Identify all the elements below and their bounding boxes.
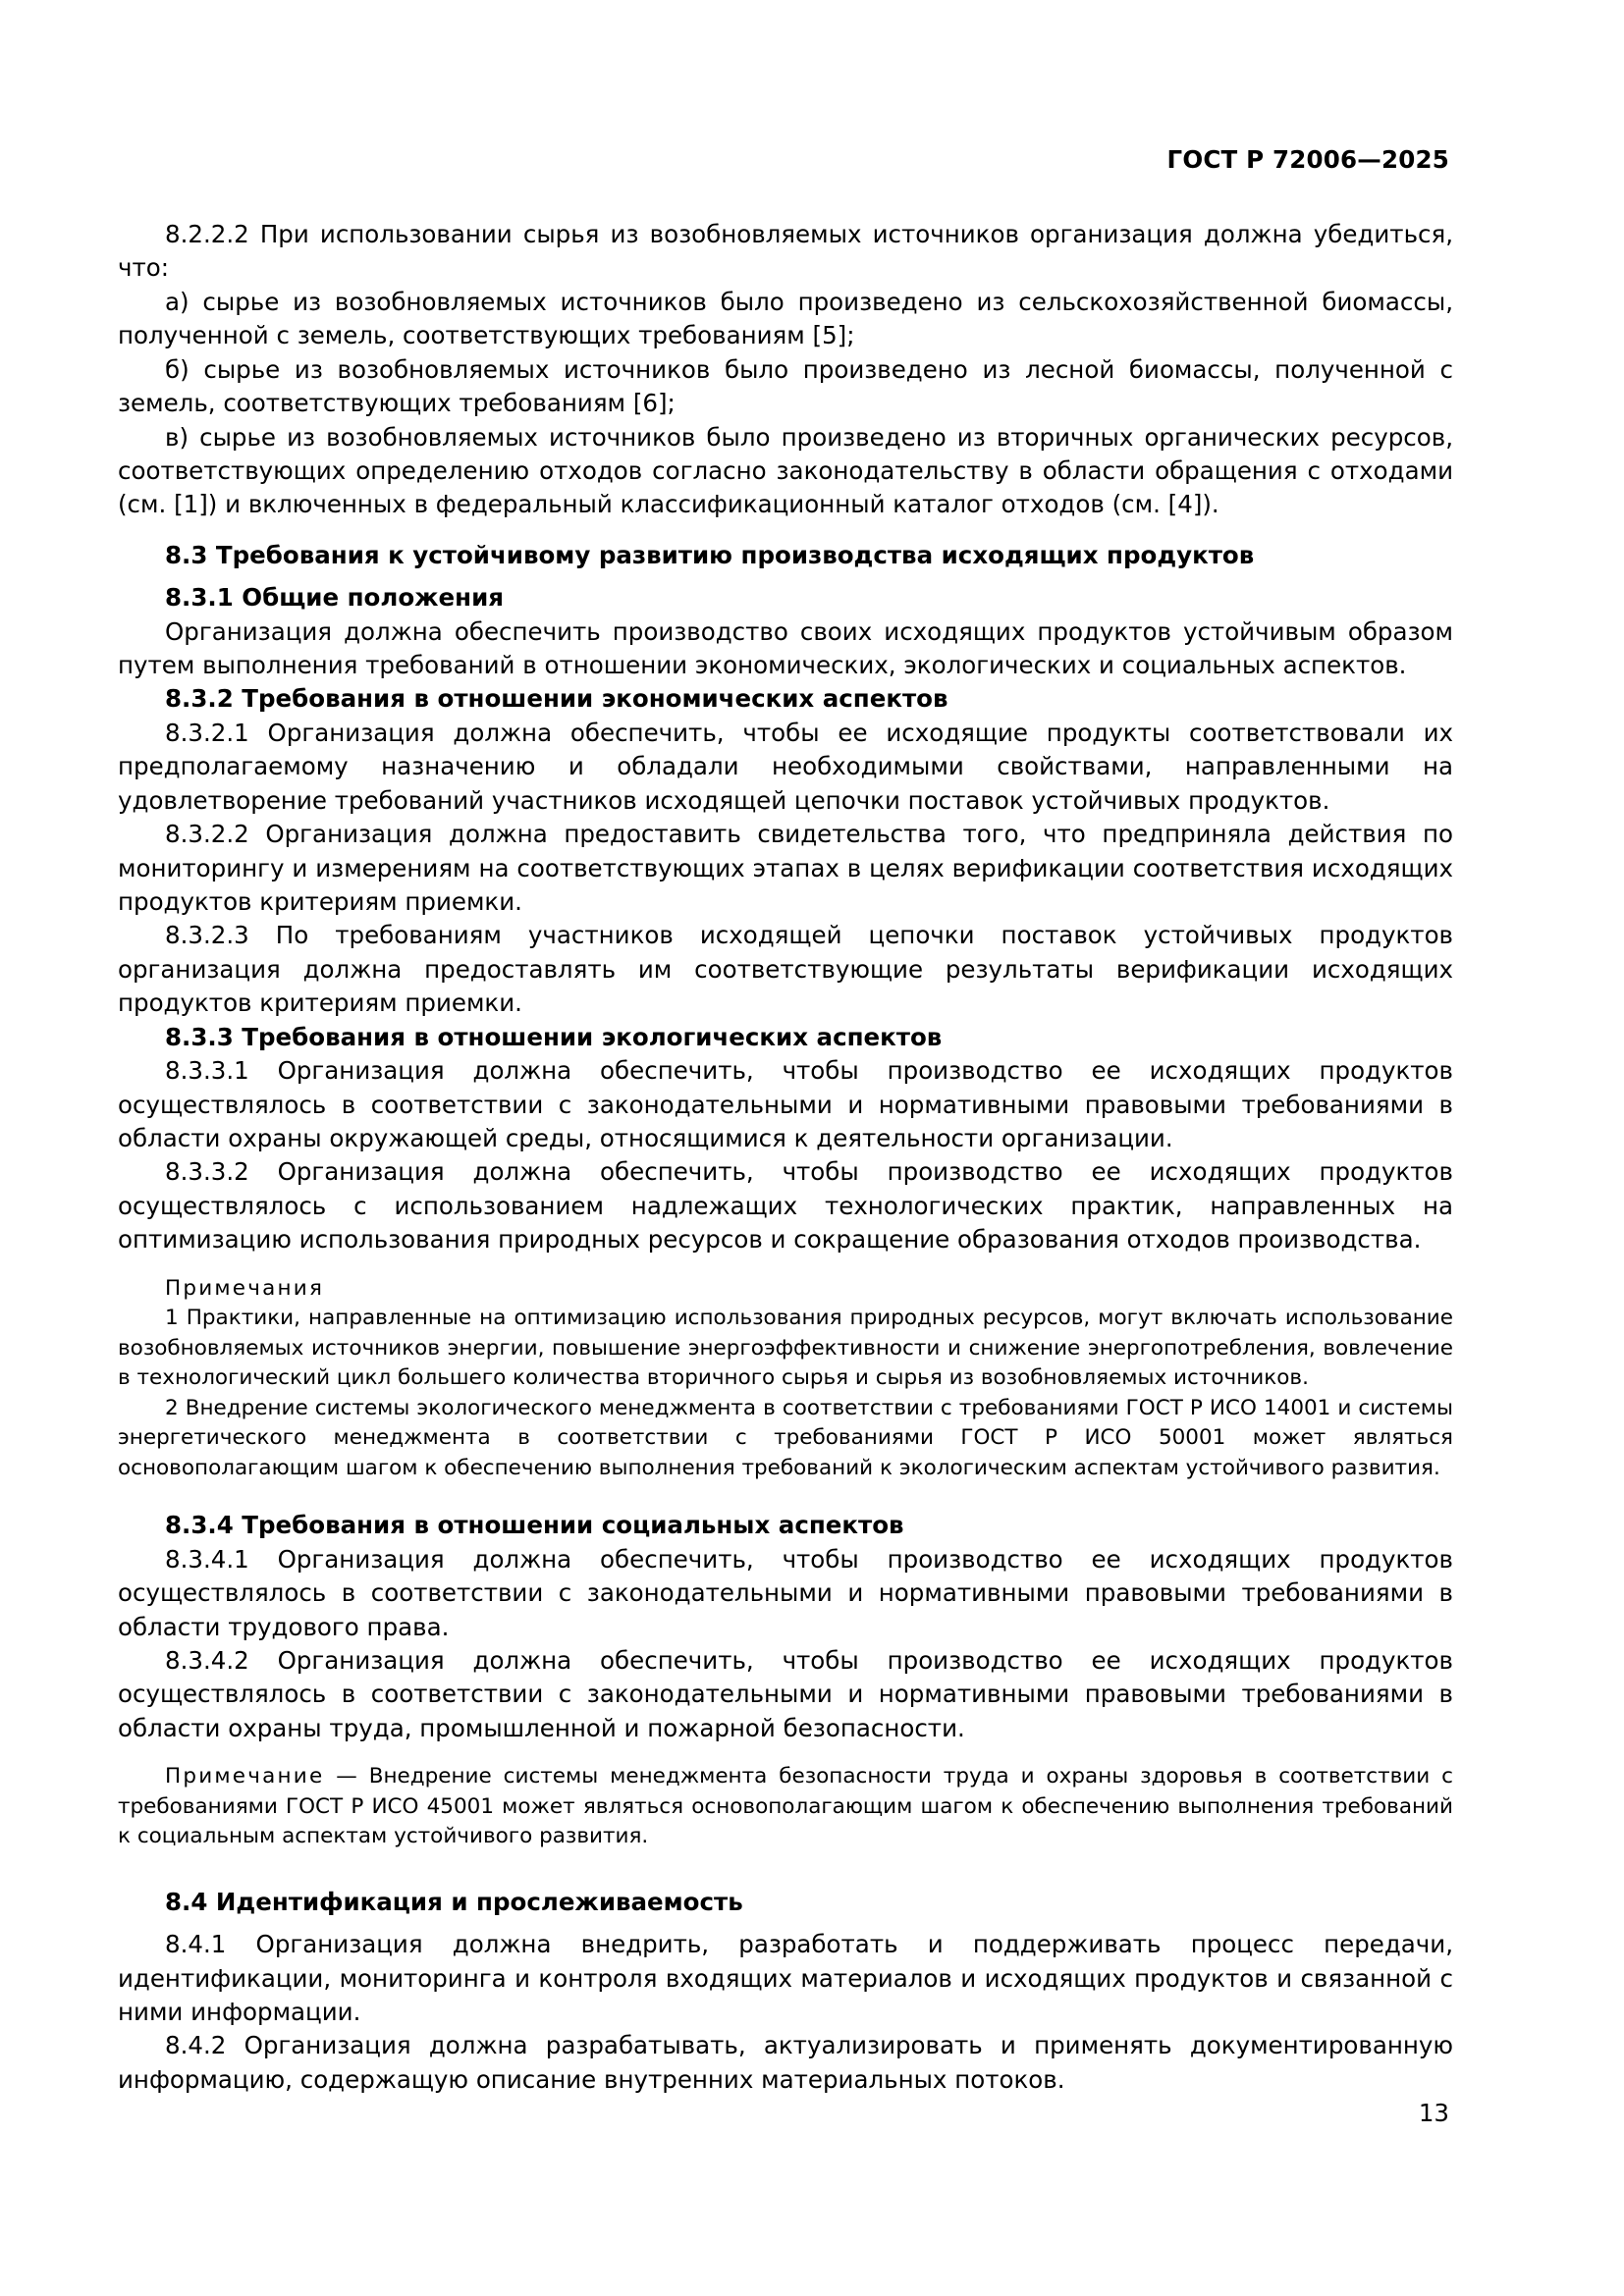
heading-8-3-4: 8.3.4 Требования в отношении социальных аспектов	[165, 1511, 904, 1540]
spacer	[118, 572, 1453, 581]
clause-8-3-4-2: 8.3.4.2 Организация должна обеспечить, чтобы производство ее исходящих продуктов осуществлялось в соответствии с законодательными и нормативными правовыми требованиями в области охраны труда, промышленной и пожарной безопасности.	[118, 1645, 1453, 1742]
spacer	[118, 1257, 1453, 1274]
clause-8-3-2-1: 8.3.2.1 Организация должна обеспечить, чтобы ее исходящие продукты соответствовали их предполагаемому назначению и обладали необходимыми свойствами, направленными на удовлетворение требований участников исходящей цепочки поставок устойчивых продуктов.	[118, 718, 1453, 815]
clause-8-3-2-2: 8.3.2.2 Организация должна предоставить свидетельства того, что предприняла действия по мониторингу и измерениям на соответствующих этапах в целях верификации соответствия исходящих продуктов критериям приемки.	[118, 820, 1453, 917]
note-block-social	[118, 1762, 1453, 1852]
clause-8-4-2: 8.4.2 Организация должна разрабатывать, актуализировать и применять документированную информацию, содержащую описание внутренних материальных потоков.	[118, 2031, 1453, 2094]
note-single	[118, 1762, 1453, 1852]
heading-8-3-3: 8.3.3 Требования в отношении экологических аспектов	[165, 1022, 943, 1051]
note-single-title: Примечание	[165, 1764, 325, 1789]
spacer	[118, 1852, 1453, 1886]
spacer	[118, 1919, 1453, 1928]
clause-8-3-4-1: 8.3.4.1 Организация должна обеспечить, чтобы производство ее исходящих продуктов осуществлялось в соответствии с законодательными и нормативными правовыми требованиями в области трудового права.	[118, 1544, 1453, 1641]
list-item-a: а) сырье из возобновляемых источников было произведено из сельскохозяйственной биомассы, полученной с земель, соответствующих требованиям [5];	[118, 287, 1453, 350]
list-item-v: в) сырье из возобновляемых источников было произведено из вторичных органических ресурсов, соответствующих определению отходов согласно законодательству в области обращения с отходами (см. [1]) и включенных в федеральный классификационный каталог отходов (см. [4]).	[118, 422, 1453, 519]
spacer	[118, 522, 1453, 539]
page-content	[118, 218, 1453, 2097]
clause-8-3-2-3: 8.3.2.3 По требованиям участников исходящей цепочки поставок устойчивых продуктов организация должна предоставлять им соответствующие результаты верификации исходящих продуктов критериям приемки.	[118, 921, 1453, 1018]
page-number: 13	[1418, 2099, 1449, 2127]
note-1: 1 Практики, направленные на оптимизацию использования природных ресурсов, могут включать использование возобновляемых источников энергии, повышение энергоэффективности и снижение энергопотребления, вовлечение в технологический цикл большего количества вторичного сырья и сырья из возобновляемых источников.	[118, 1306, 1453, 1391]
heading-8-3-1: 8.3.1 Общие положения	[165, 583, 504, 613]
clause-8-2-2-2: 8.2.2.2 При использовании сырья из возобновляемых источников организация должна убедиться, что:	[118, 220, 1453, 283]
spacer	[118, 1483, 1453, 1509]
clause-8-4-1: 8.4.1 Организация должна внедрить, разработать и поддерживать процесс передачи, идентификации, мониторинга и контроля входящих материалов и исходящих продуктов и связанной с ними информации.	[118, 1930, 1453, 2027]
spacer	[118, 1745, 1453, 1762]
notes-title: Примечания	[165, 1275, 325, 1301]
page-header-standard-number: ГОСТ Р 72006—2025	[1166, 145, 1449, 174]
notes-block-ecological	[118, 1274, 1453, 1484]
clause-8-3-1-text: Организация должна обеспечить производство своих исходящих продуктов устойчивым образом путем выполнения требований в отношении экономических, экологических и социальных аспектов.	[118, 616, 1453, 680]
note-single-text: — Внедрение системы менеджмента безопасности труда и охраны здоровья в соответствии с требованиями ГОСТ Р ИСО 45001 может являться основополагающим шагом к обеспечению выполнения требований к социальным аспектам устойчивого развития.	[118, 1764, 1453, 1849]
clause-8-3-3-1: 8.3.3.1 Организация должна обеспечить, чтобы производство ее исходящих продуктов осуществлялось в соответствии с законодательными и нормативными правовыми требованиями в области охраны окружающей среды, относящимися к деятельности организации.	[118, 1056, 1453, 1152]
list-item-b: б) сырье из возобновляемых источников было произведено из лесной биомассы, полученной с земель, соответствующих требованиям [6];	[118, 354, 1453, 418]
heading-8-4: 8.4 Идентификация и прослеживаемость	[165, 1887, 743, 1916]
note-2: 2 Внедрение системы экологического менеджмента в соответствии с требованиями ГОСТ Р ИСО 14001 и системы энергетического менеджмента в соответствии с требованиями ГОСТ Р ИСО 50001 может являться основополагающим шагом к обеспечению выполнения требований к экологическим аспектам устойчивого развития.	[118, 1395, 1453, 1480]
heading-8-3: 8.3 Требования к устойчивому развитию производства исходящих продуктов	[165, 540, 1255, 569]
clause-8-3-3-2: 8.3.3.2 Организация должна обеспечить, чтобы производство ее исходящих продуктов осуществлялось с использованием надлежащих технологических практик, направленных на оптимизацию использования природных ресурсов и сокращение образования отходов производства.	[118, 1157, 1453, 1255]
heading-8-3-2: 8.3.2 Требования в отношении экономических аспектов	[165, 684, 948, 714]
